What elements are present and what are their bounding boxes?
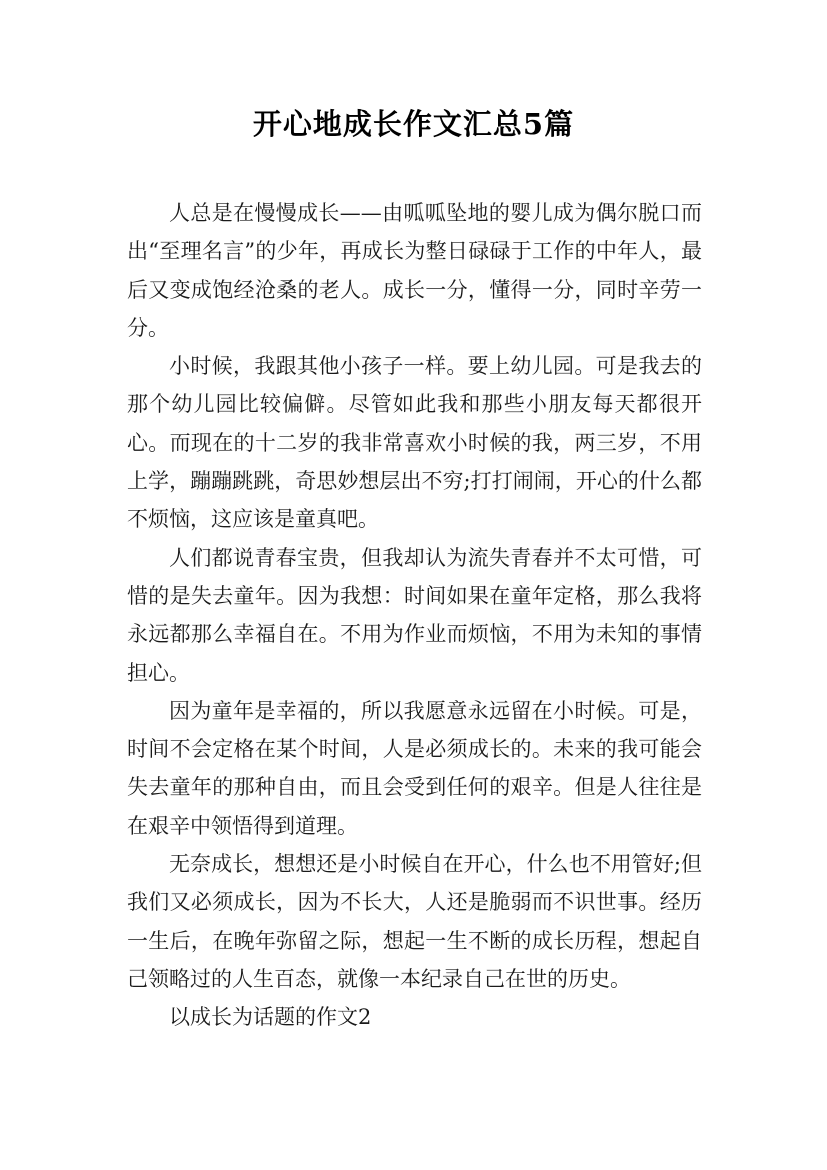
document-title: 开心地成长作文汇总5篇 [252,107,575,141]
paragraph-3: 人们都说青春宝贵，但我却认为流失青春并不太可惜，可惜的是失去童年。因为我想：时间如果在童年定格，那么我将永远都那么幸福自在。不用为作业而烦恼，不用为未知的事情担心。 [127,545,702,685]
paragraph-4: 因为童年是幸福的，所以我愿意永远留在小时候。可是，时间不会定格在某个时间，人是必须成长的。未来的我可能会失去童年的那种自由，而且会受到任何的艰辛。但是人往往是在艰辛中领悟得到道理。 [127,698,702,838]
section-heading: 以成长为话题的作文2 [169,1005,372,1030]
paragraph-2: 小时候，我跟其他小孩子一样。要上幼儿园。可是我去的那个幼儿园比较偏僻。尽管如此我和那些小朋友每天都很开心。而现在的十二岁的我非常喜欢小时候的我，两三岁，不用上学，蹦蹦跳跳，奇思妙想层出不穷;打打闹闹，开心的什么都不烦恼，这应该是童真吧。 [127,354,702,532]
paragraph-5: 无奈成长，想想还是小时候自在开心，什么也不用管好;但我们又必须成长，因为不长大，人还是脆弱而不识世事。经历一生后，在晚年弥留之际，想起一生不断的成长历程，想起自己领略过的人生百态，就像一本纪录自己在世的历史。 [127,852,702,991]
document-body [127,194,702,1037]
paragraph-1: 人总是在慢慢成长——由呱呱坠地的婴儿成为偶尔脱口而出“至理名言”的少年，再成长为整日碌碌于工作的中年人，最后又变成饱经沧桑的老人。成长一分，懂得一分，同时辛劳一分。 [127,201,702,340]
